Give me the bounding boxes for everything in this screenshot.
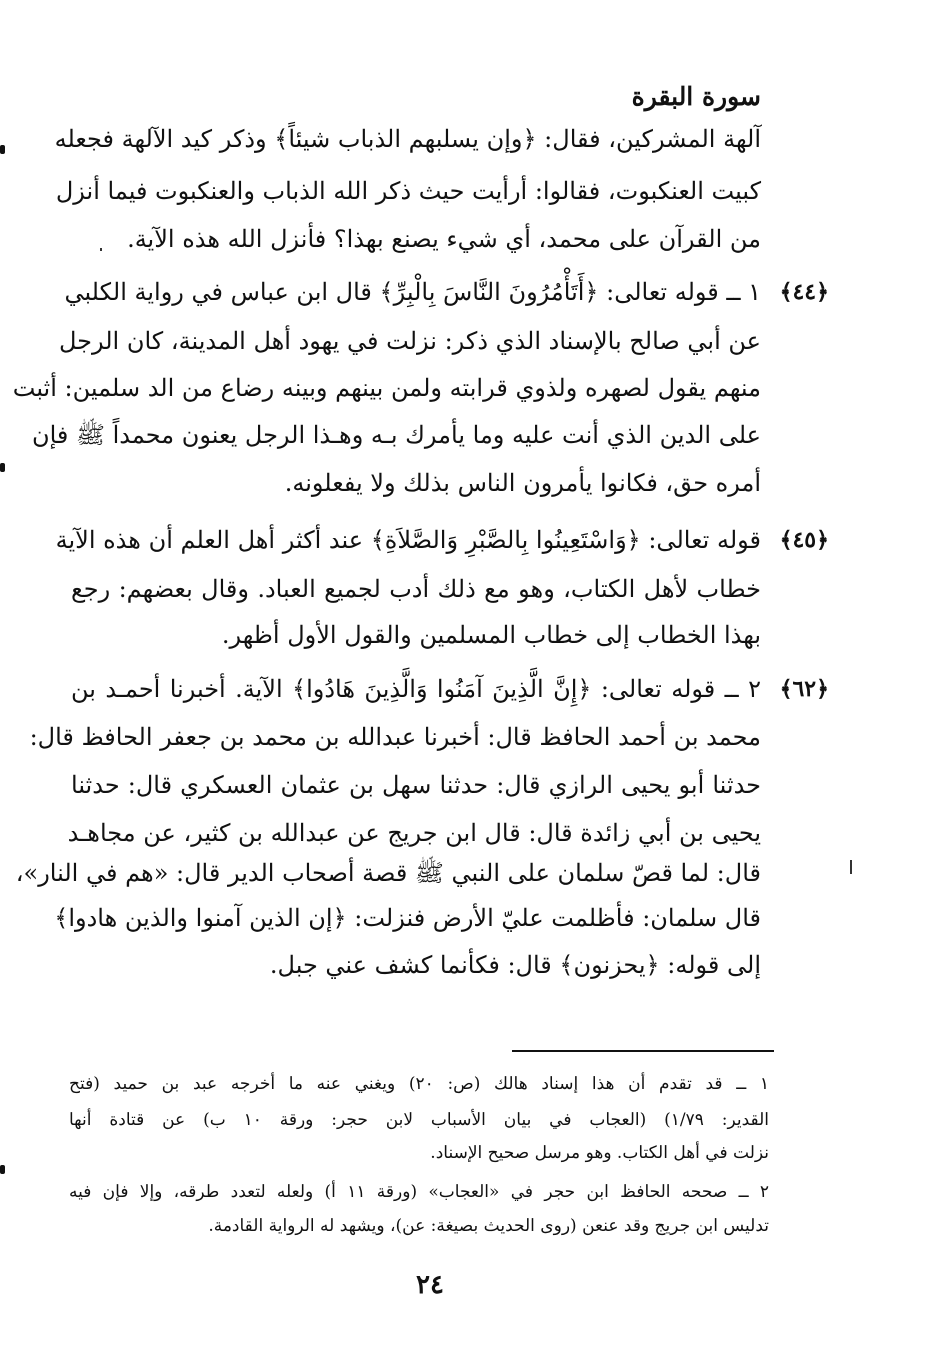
text-line: من القرآن على محمد، أي شيء يصنع بهذا؟ فأنزل الله هذه الآية. xyxy=(127,225,761,253)
text-line: يحيى بن أبي زائدة قال: قال ابن جريج عن عبدالله بن كثير، عن مجاهـد xyxy=(67,819,761,847)
text-line: كبيت العنكبوت، فقالوا: أرأيت حيث ذكر الله الذباب والعنكبوت فيما أنزل xyxy=(55,177,761,205)
verse-number-marker: ﴿٤٤﴾ xyxy=(779,279,829,305)
text-line: ٢ ــ قوله تعالى: ﴿إِنَّ الَّذِينَ آمَنُوا وَالَّذِينَ هَادُوا﴾ الآية. أخبرنا أحمـد بن xyxy=(71,675,761,703)
verse-number-marker: ﴿٤٥﴾ xyxy=(779,527,829,553)
text-line: قوله تعالى: ﴿وَاسْتَعِينُوا بِالصَّبْرِ وَالصَّلاَةِ﴾ عند أكثر أهل العلم أن هذه الآية xyxy=(55,526,761,554)
scan-speck xyxy=(100,248,102,251)
footnote-separator xyxy=(512,1050,774,1052)
verse-number-marker: ﴿٦٢﴾ xyxy=(779,676,829,702)
text-line: قال سلمان: فأظلمت عليّ الأرض فنزلت: ﴿إن الذين آمنوا والذين هادوا﴾ xyxy=(54,904,761,932)
footnote-line: ٢ ــ صححه الحافظ ابن حجر في «العجاب» (ورقة ١١ أ) ولعله لتعدد طرقه، وإلا فإن فيه xyxy=(69,1182,769,1202)
page-number: ٢٤ xyxy=(416,1270,444,1300)
text-line: منهم يقول لصهره ولذوي قرابته ولمن بينهم وبينه رضاع من الد سلمين: أثبت xyxy=(12,374,761,402)
running-header: سورة البقرة xyxy=(631,82,761,111)
scan-edge-mark xyxy=(0,1165,5,1174)
scan-edge-mark xyxy=(0,463,5,472)
footnote-line: القدير: ١/٧٩) (العجاب في بيان الأسباب لابن حجر: ورقة ١٠ ب) عن قتادة أنها xyxy=(69,1110,769,1130)
text-line: ١ ــ قوله تعالى: ﴿أَتَأْمُرُونَ النَّاسَ بِالْبِرِّ﴾ قال ابن عباس في رواية الكلبي xyxy=(64,278,761,306)
text-line: بهذا الخطاب إلى خطاب المسلمين والقول الأول أظهر. xyxy=(221,621,761,649)
scan-speck xyxy=(850,860,852,874)
scan-edge-mark xyxy=(0,145,5,154)
text-line: قال: لما قصّ سلمان على النبي ﷺ قصة أصحاب الدير قال: «هم في النار»، xyxy=(15,859,761,887)
footnote-line: نزلت في أهل الكتاب. وهو مرسل صحيح الإسناد. xyxy=(430,1143,769,1163)
footnote-line: ١ ــ قد تقدم أن هذا إسناد هالك (ص: ٢٠) ويغني عنه ما أخرجه عبد بن حميد (فتح xyxy=(69,1074,769,1094)
footnote-line: تدليس ابن جريج وقد عنعن (روى الحديث بصيغة: عن)، ويشهد له الرواية القادمة. xyxy=(208,1216,769,1236)
text-line: عن أبي صالح بالإسناد الذي ذكر: نزلت في يهود أهل المدينة، كان الرجل xyxy=(58,327,761,355)
text-line: محمد بن أحمد الحافظ قال: أخبرنا عبدالله بن محمد بن جعفر الحافظ قال: xyxy=(29,723,761,751)
text-line: خطاب لأهل الكتاب، وهو مع ذلك أدب لجميع العباد. وقال بعضهم: رجع xyxy=(71,575,761,603)
text-line: آلهة المشركين، فقال: ﴿وإن يسلبهم الذباب شيئاً﴾ وذكر كيد الآلهة فجعله xyxy=(54,125,761,153)
text-line: إلى قوله: ﴿يحزنون﴾ قال: فكأنما كشف عني جبل. xyxy=(269,951,761,979)
text-line: أمره حق، فكانوا يأمرون الناس بذلك ولا يفعلونه. xyxy=(284,469,761,497)
text-line: على الدين الذي أنت عليه وما يأمرك بـه وهـذا الرجل يعنون محمداً ﷺ فإن xyxy=(31,421,761,449)
text-line: حدثنا أبو يحيى الرازي قال: حدثنا سهل بن عثمان العسكري قال: حدثنا xyxy=(71,771,761,799)
